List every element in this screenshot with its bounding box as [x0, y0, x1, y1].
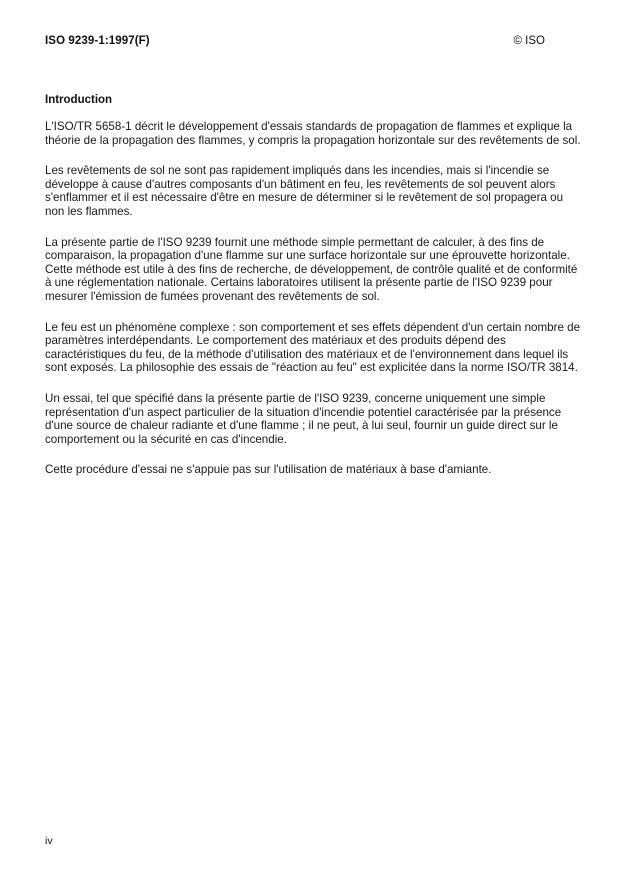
page-number: iv — [45, 835, 53, 847]
paragraph: La présente partie de l'ISO 9239 fournit une méthode simple permettant de calculer, à des fins de comparaison, la propagation d'une flamme sur une surface horizontale sur une éprouvette horizontale. Cette méthode est utile à des fins de recherche, de développement, de contrôle qualité et de conformité à une réglementation nationale. Certains laboratoires utilisent la présente partie de l'ISO 9239 pour mesurer l'émission de fumées provenant des revêtements de sol. — [45, 235, 578, 303]
copyright-notice: © ISO — [513, 35, 545, 47]
section-title: Introduction — [45, 94, 113, 106]
paragraph: Cette procédure d'essai ne s'appuie pas sur l'utilisation de matériaux à base d'amiante. — [45, 463, 492, 477]
standard-identifier: ISO 9239-1:1997(F) — [45, 35, 150, 47]
paragraph: Les revêtements de sol ne sont pas rapidement impliqués dans les incendies, mais si l'incendie se développe à cause d'autres composants d'un bâtiment en feu, les revêtements de sol peuvent alors s'enflammer et il est nécessaire d'être en mesure de déterminer si le revêtement de sol propagera ou non les flammes. — [45, 164, 564, 218]
paragraph: L'ISO/TR 5658-1 décrit le développement d'essais standards de propagation de flammes et explique la théorie de la propagation des flammes, y compris la propagation horizontale sur des revêtements de sol. — [45, 120, 581, 147]
paragraph: Un essai, tel que spécifié dans la présente partie de l'ISO 9239, concerne uniquement une simple représentation d'un aspect particulier de la situation d'incendie potentiel caractérisée par la présence d'une source de chaleur radiante et d'une flamme ; il ne peut, à lui seul, fournir un guide direct sur le comportement ou la sécurité en cas d'incendie. — [45, 391, 562, 446]
paragraph: Le feu est un phénomène complexe : son comportement et ses effets dépendent d'un certain nombre de paramètres interdépendants. Le comportement des matériaux et des produits dépend des caractéristiques du feu, de la méthode d'utilisation des matériaux et de l'environnement dans lequel ils sont exposés. La philosophie des essais de "réaction au feu" est explicitée dans la norme ISO/TR 3814. — [45, 320, 581, 375]
body-text — [45, 120, 585, 494]
